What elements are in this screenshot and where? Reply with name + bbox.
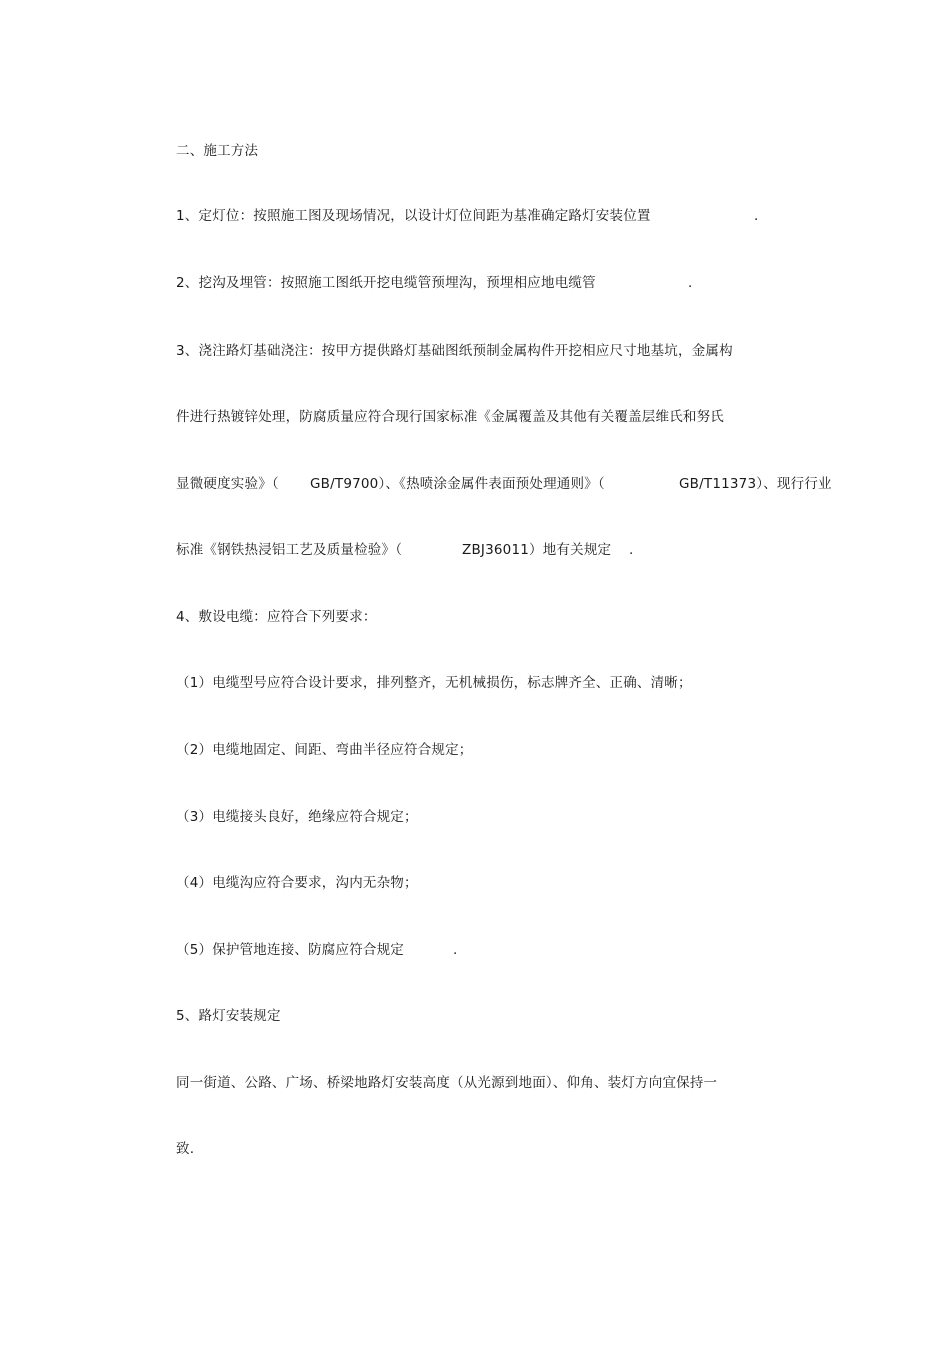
item-5-line-1	[176, 1073, 717, 1093]
item-3-line-3-part-1: 显微硬度实验》（	[176, 476, 279, 492]
item-4-sub-4-text: （4）电缆沟应符合要求，沟内无杂物；	[176, 875, 418, 891]
item-4-heading	[176, 607, 377, 627]
item-1-text: 1、定灯位：按照施工图及现场情况，以设计灯位间距为基准确定路灯安装位置	[176, 208, 651, 224]
item-1-period: .	[754, 208, 759, 224]
item-5-line-2	[176, 1139, 194, 1159]
item-4-sub-3-text: （3）电缆接头良好，绝缘应符合规定；	[176, 809, 418, 825]
item-5-line-1-text: 同一街道、公路、广场、桥梁地路灯安装高度（从光源到地面）、仰角、装灯方向宜保持一	[176, 1075, 718, 1091]
item-5-heading	[176, 1006, 281, 1026]
item-4-sub-3	[176, 807, 418, 827]
item-4-sub-2-text: （2）电缆地固定、间距、弯曲半径应符合规定；	[176, 742, 473, 758]
section-heading	[176, 141, 258, 161]
item-3-line-2-text: 件进行热镀锌处理，防腐质量应符合现行国家标准《金属覆盖及其他有关覆盖层维氏和努氏	[176, 409, 724, 425]
item-4-heading-text: 4、敷设电缆：应符合下列要求：	[176, 609, 377, 625]
item-5-line-2-text: 致.	[176, 1141, 195, 1157]
item-3-line-1	[176, 341, 733, 361]
item-4-sub-1	[176, 673, 692, 693]
item-3-line-4-period: .	[629, 542, 634, 558]
item-2-period: .	[688, 275, 693, 291]
item-3-line-4-part-1: 标准《钢铁热浸铝工艺及质量检验》（	[176, 542, 403, 558]
item-4-sub-5-period: .	[453, 942, 458, 958]
item-3-line-2	[176, 407, 724, 427]
item-3-line-3-part-2: GB/T9700）、《热喷涂金属件表面预处理通则》（	[310, 476, 605, 492]
item-4-sub-4	[176, 873, 418, 893]
item-2-text: 2、挖沟及埋管：按照施工图纸开挖电缆管预埋沟，预埋相应地电缆管	[176, 275, 596, 291]
item-3-line-3-part-3: GB/T11373）、现行行业	[679, 476, 832, 492]
item-3-line-4-part-2: ZBJ36011）地有关规定	[462, 542, 612, 558]
item-4-sub-1-text: （1）电缆型号应符合设计要求，排列整齐，无机械损伤，标志牌齐全、正确、清晰；	[176, 675, 692, 691]
item-4-sub-2	[176, 740, 473, 760]
section-heading-text: 二、施工方法	[176, 143, 259, 159]
item-5-heading-text: 5、路灯安装规定	[176, 1008, 281, 1024]
item-4-sub-5-text: （5）保护管地连接、防腐应符合规定	[176, 942, 404, 958]
item-3-line-1-text: 3、浇注路灯基础浇注：按甲方提供路灯基础图纸预制金属构件开挖相应尺寸地基坑，金属构	[176, 343, 733, 359]
